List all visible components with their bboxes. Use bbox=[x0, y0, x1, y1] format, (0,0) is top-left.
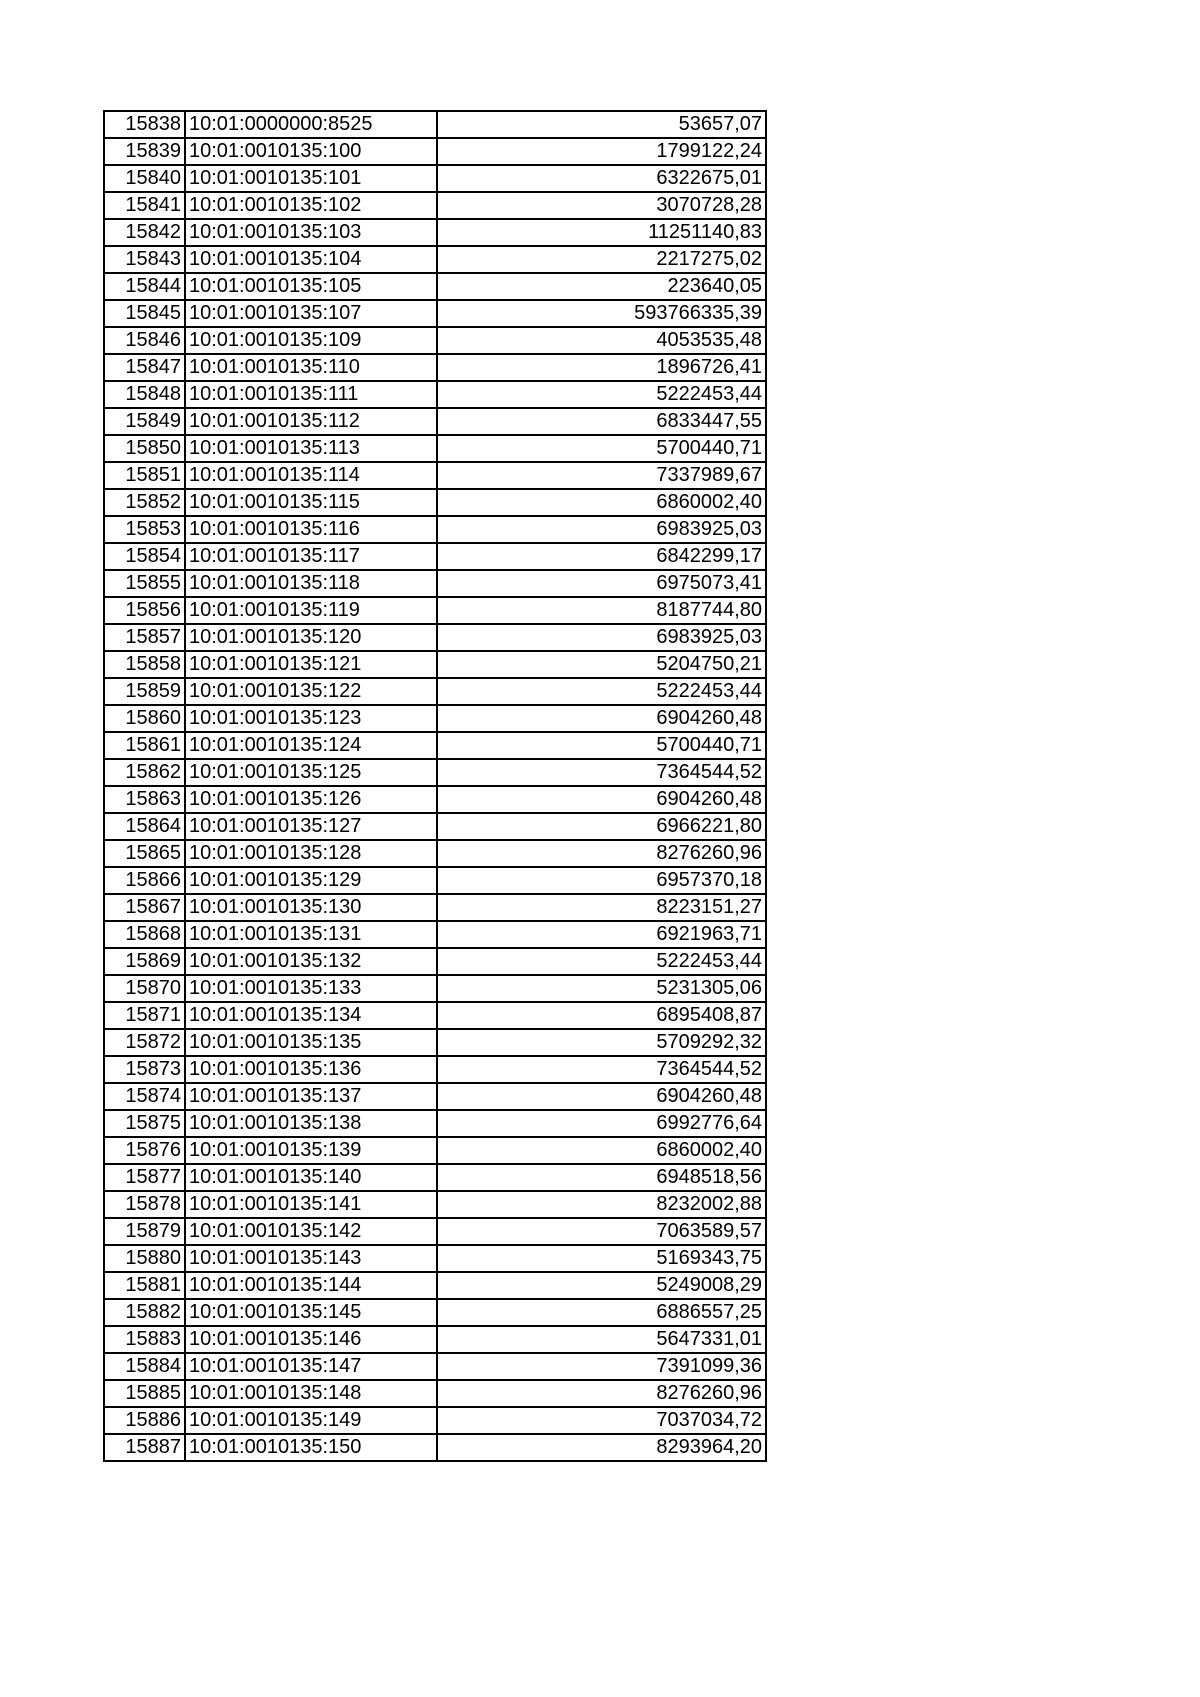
cadastral-value-cell: 5222453,44 bbox=[437, 381, 766, 408]
cadastral-number-cell: 10:01:0010135:123 bbox=[185, 705, 437, 732]
table-row bbox=[104, 192, 766, 219]
cadastral-value-cell: 6983925,03 bbox=[437, 516, 766, 543]
row-number-cell: 15840 bbox=[104, 165, 185, 192]
cadastral-value-cell: 4053535,48 bbox=[437, 327, 766, 354]
row-number-cell: 15842 bbox=[104, 219, 185, 246]
cadastral-value-cell: 593766335,39 bbox=[437, 300, 766, 327]
row-number-cell: 15871 bbox=[104, 1002, 185, 1029]
cadastral-number-cell: 10:01:0010135:126 bbox=[185, 786, 437, 813]
cadastral-number-cell: 10:01:0010135:148 bbox=[185, 1380, 437, 1407]
table-row bbox=[104, 1056, 766, 1083]
row-number-cell: 15860 bbox=[104, 705, 185, 732]
row-number-cell: 15885 bbox=[104, 1380, 185, 1407]
table-row bbox=[104, 624, 766, 651]
table-row bbox=[104, 1002, 766, 1029]
cadastral-value-cell: 5204750,21 bbox=[437, 651, 766, 678]
table-row bbox=[104, 678, 766, 705]
table-row bbox=[104, 597, 766, 624]
cadastral-number-cell: 10:01:0010135:140 bbox=[185, 1164, 437, 1191]
row-number-cell: 15876 bbox=[104, 1137, 185, 1164]
row-number-cell: 15886 bbox=[104, 1407, 185, 1434]
cadastral-number-cell: 10:01:0010135:101 bbox=[185, 165, 437, 192]
cadastral-number-cell: 10:01:0010135:105 bbox=[185, 273, 437, 300]
cadastral-number-cell: 10:01:0010135:139 bbox=[185, 1137, 437, 1164]
cadastral-number-cell: 10:01:0010135:132 bbox=[185, 948, 437, 975]
table-row bbox=[104, 1110, 766, 1137]
row-number-cell: 15875 bbox=[104, 1110, 185, 1137]
table-row bbox=[104, 462, 766, 489]
cadastral-number-cell: 10:01:0010135:118 bbox=[185, 570, 437, 597]
cadastral-number-cell: 10:01:0010135:138 bbox=[185, 1110, 437, 1137]
row-number-cell: 15848 bbox=[104, 381, 185, 408]
cadastral-number-cell: 10:01:0010135:143 bbox=[185, 1245, 437, 1272]
cadastral-number-cell: 10:01:0010135:119 bbox=[185, 597, 437, 624]
table-row bbox=[104, 219, 766, 246]
row-number-cell: 15863 bbox=[104, 786, 185, 813]
cadastral-number-cell: 10:01:0010135:125 bbox=[185, 759, 437, 786]
cadastral-number-cell: 10:01:0010135:104 bbox=[185, 246, 437, 273]
row-number-cell: 15859 bbox=[104, 678, 185, 705]
cadastral-number-cell: 10:01:0010135:127 bbox=[185, 813, 437, 840]
cadastral-value-cell: 6904260,48 bbox=[437, 1083, 766, 1110]
table-row bbox=[104, 165, 766, 192]
table-row bbox=[104, 1299, 766, 1326]
cadastral-value-cell: 6957370,18 bbox=[437, 867, 766, 894]
cadastral-value-cell: 5700440,71 bbox=[437, 435, 766, 462]
cadastral-number-cell: 10:01:0010135:117 bbox=[185, 543, 437, 570]
table-row bbox=[104, 516, 766, 543]
cadastral-number-cell: 10:01:0010135:129 bbox=[185, 867, 437, 894]
cadastral-value-cell: 6992776,64 bbox=[437, 1110, 766, 1137]
row-number-cell: 15878 bbox=[104, 1191, 185, 1218]
row-number-cell: 15847 bbox=[104, 354, 185, 381]
row-number-cell: 15868 bbox=[104, 921, 185, 948]
cadastral-number-cell: 10:01:0010135:116 bbox=[185, 516, 437, 543]
row-number-cell: 15858 bbox=[104, 651, 185, 678]
cadastral-number-cell: 10:01:0010135:150 bbox=[185, 1434, 437, 1461]
row-number-cell: 15846 bbox=[104, 327, 185, 354]
table-row bbox=[104, 948, 766, 975]
cadastral-value-cell: 8276260,96 bbox=[437, 840, 766, 867]
row-number-cell: 15843 bbox=[104, 246, 185, 273]
cadastral-value-cell: 6322675,01 bbox=[437, 165, 766, 192]
table-row bbox=[104, 300, 766, 327]
table-row bbox=[104, 651, 766, 678]
table-row bbox=[104, 1191, 766, 1218]
table-row bbox=[104, 408, 766, 435]
table-row bbox=[104, 435, 766, 462]
cadastral-number-cell: 10:01:0010135:134 bbox=[185, 1002, 437, 1029]
row-number-cell: 15870 bbox=[104, 975, 185, 1002]
cadastral-value-cell: 5222453,44 bbox=[437, 678, 766, 705]
cadastral-number-cell: 10:01:0010135:109 bbox=[185, 327, 437, 354]
cadastral-value-cell: 5231305,06 bbox=[437, 975, 766, 1002]
cadastral-value-cell: 6948518,56 bbox=[437, 1164, 766, 1191]
cadastral-number-cell: 10:01:0010135:100 bbox=[185, 138, 437, 165]
cadastral-number-cell: 10:01:0010135:124 bbox=[185, 732, 437, 759]
row-number-cell: 15880 bbox=[104, 1245, 185, 1272]
row-number-cell: 15882 bbox=[104, 1299, 185, 1326]
table-row bbox=[104, 1245, 766, 1272]
cadastral-number-cell: 10:01:0010135:130 bbox=[185, 894, 437, 921]
row-number-cell: 15862 bbox=[104, 759, 185, 786]
row-number-cell: 15866 bbox=[104, 867, 185, 894]
cadastral-number-cell: 10:01:0010135:113 bbox=[185, 435, 437, 462]
row-number-cell: 15838 bbox=[104, 111, 185, 138]
cadastral-value-cell: 6833447,55 bbox=[437, 408, 766, 435]
table-row bbox=[104, 1434, 766, 1461]
cadastral-value-cell: 8232002,88 bbox=[437, 1191, 766, 1218]
table-row bbox=[104, 273, 766, 300]
row-number-cell: 15867 bbox=[104, 894, 185, 921]
table-row bbox=[104, 138, 766, 165]
cadastral-number-cell: 10:01:0010135:111 bbox=[185, 381, 437, 408]
table-row bbox=[104, 813, 766, 840]
cadastral-value-cell: 5700440,71 bbox=[437, 732, 766, 759]
cadastral-value-cell: 2217275,02 bbox=[437, 246, 766, 273]
row-number-cell: 15877 bbox=[104, 1164, 185, 1191]
row-number-cell: 15873 bbox=[104, 1056, 185, 1083]
cadastral-number-cell: 10:01:0010135:144 bbox=[185, 1272, 437, 1299]
cadastral-value-cell: 7364544,52 bbox=[437, 1056, 766, 1083]
table-row bbox=[104, 1326, 766, 1353]
table-row bbox=[104, 1272, 766, 1299]
cadastral-value-cell: 6895408,87 bbox=[437, 1002, 766, 1029]
cadastral-value-cell: 7037034,72 bbox=[437, 1407, 766, 1434]
table-row bbox=[104, 381, 766, 408]
cadastral-value-cell: 6904260,48 bbox=[437, 786, 766, 813]
cadastral-number-cell: 10:01:0010135:110 bbox=[185, 354, 437, 381]
row-number-cell: 15857 bbox=[104, 624, 185, 651]
cadastral-number-cell: 10:01:0010135:103 bbox=[185, 219, 437, 246]
cadastral-number-cell: 10:01:0010135:114 bbox=[185, 462, 437, 489]
cadastral-value-cell: 7063589,57 bbox=[437, 1218, 766, 1245]
table-row bbox=[104, 111, 766, 138]
row-number-cell: 15884 bbox=[104, 1353, 185, 1380]
row-number-cell: 15845 bbox=[104, 300, 185, 327]
row-number-cell: 15887 bbox=[104, 1434, 185, 1461]
table-row bbox=[104, 543, 766, 570]
cadastral-value-cell: 1896726,41 bbox=[437, 354, 766, 381]
cadastral-value-cell: 6886557,25 bbox=[437, 1299, 766, 1326]
cadastral-value-cell: 8293964,20 bbox=[437, 1434, 766, 1461]
row-number-cell: 15856 bbox=[104, 597, 185, 624]
table-row bbox=[104, 1164, 766, 1191]
cadastral-value-cell: 53657,07 bbox=[437, 111, 766, 138]
cadastral-value-cell: 7337989,67 bbox=[437, 462, 766, 489]
row-number-cell: 15864 bbox=[104, 813, 185, 840]
table-row bbox=[104, 1137, 766, 1164]
cadastral-value-cell: 11251140,83 bbox=[437, 219, 766, 246]
cadastral-number-cell: 10:01:0010135:137 bbox=[185, 1083, 437, 1110]
cadastral-value-cell: 223640,05 bbox=[437, 273, 766, 300]
cadastral-number-cell: 10:01:0010135:112 bbox=[185, 408, 437, 435]
cadastral-value-cell: 5709292,32 bbox=[437, 1029, 766, 1056]
cadastral-value-cell: 5647331,01 bbox=[437, 1326, 766, 1353]
row-number-cell: 15879 bbox=[104, 1218, 185, 1245]
row-number-cell: 15883 bbox=[104, 1326, 185, 1353]
cadastral-number-cell: 10:01:0010135:128 bbox=[185, 840, 437, 867]
table-row bbox=[104, 732, 766, 759]
table-row bbox=[104, 705, 766, 732]
row-number-cell: 15853 bbox=[104, 516, 185, 543]
cadastral-value-cell: 5222453,44 bbox=[437, 948, 766, 975]
cadastral-value-cell: 5169343,75 bbox=[437, 1245, 766, 1272]
cadastral-value-table bbox=[103, 110, 767, 1462]
cadastral-number-cell: 10:01:0010135:133 bbox=[185, 975, 437, 1002]
cadastral-value-cell: 6966221,80 bbox=[437, 813, 766, 840]
cadastral-number-cell: 10:01:0010135:120 bbox=[185, 624, 437, 651]
table-body bbox=[104, 111, 766, 1461]
table-row bbox=[104, 894, 766, 921]
table-row bbox=[104, 975, 766, 1002]
table-row bbox=[104, 246, 766, 273]
cadastral-number-cell: 10:01:0010135:149 bbox=[185, 1407, 437, 1434]
cadastral-number-cell: 10:01:0010135:115 bbox=[185, 489, 437, 516]
cadastral-value-cell: 7391099,36 bbox=[437, 1353, 766, 1380]
table-row bbox=[104, 867, 766, 894]
cadastral-value-cell: 8223151,27 bbox=[437, 894, 766, 921]
cadastral-number-cell: 10:01:0010135:136 bbox=[185, 1056, 437, 1083]
cadastral-value-cell: 1799122,24 bbox=[437, 138, 766, 165]
row-number-cell: 15844 bbox=[104, 273, 185, 300]
cadastral-value-cell: 7364544,52 bbox=[437, 759, 766, 786]
cadastral-value-cell: 6975073,41 bbox=[437, 570, 766, 597]
row-number-cell: 15839 bbox=[104, 138, 185, 165]
cadastral-value-cell: 6860002,40 bbox=[437, 1137, 766, 1164]
cadastral-number-cell: 10:01:0010135:131 bbox=[185, 921, 437, 948]
row-number-cell: 15869 bbox=[104, 948, 185, 975]
cadastral-value-cell: 6983925,03 bbox=[437, 624, 766, 651]
row-number-cell: 15861 bbox=[104, 732, 185, 759]
row-number-cell: 15855 bbox=[104, 570, 185, 597]
cadastral-number-cell: 10:01:0010135:122 bbox=[185, 678, 437, 705]
cadastral-value-cell: 6860002,40 bbox=[437, 489, 766, 516]
row-number-cell: 15881 bbox=[104, 1272, 185, 1299]
cadastral-number-cell: 10:01:0010135:107 bbox=[185, 300, 437, 327]
cadastral-number-cell: 10:01:0010135:142 bbox=[185, 1218, 437, 1245]
cadastral-number-cell: 10:01:0010135:147 bbox=[185, 1353, 437, 1380]
table-row bbox=[104, 327, 766, 354]
table-row bbox=[104, 786, 766, 813]
table-row bbox=[104, 921, 766, 948]
cadastral-value-cell: 8276260,96 bbox=[437, 1380, 766, 1407]
cadastral-value-cell: 8187744,80 bbox=[437, 597, 766, 624]
cadastral-value-cell: 3070728,28 bbox=[437, 192, 766, 219]
table-row bbox=[104, 1380, 766, 1407]
row-number-cell: 15849 bbox=[104, 408, 185, 435]
row-number-cell: 15865 bbox=[104, 840, 185, 867]
cadastral-number-cell: 10:01:0010135:146 bbox=[185, 1326, 437, 1353]
table-row bbox=[104, 1353, 766, 1380]
table-row bbox=[104, 759, 766, 786]
cadastral-number-cell: 10:01:0000000:8525 bbox=[185, 111, 437, 138]
row-number-cell: 15850 bbox=[104, 435, 185, 462]
cadastral-number-cell: 10:01:0010135:145 bbox=[185, 1299, 437, 1326]
table-row bbox=[104, 1029, 766, 1056]
row-number-cell: 15874 bbox=[104, 1083, 185, 1110]
table-row bbox=[104, 570, 766, 597]
row-number-cell: 15841 bbox=[104, 192, 185, 219]
cadastral-number-cell: 10:01:0010135:141 bbox=[185, 1191, 437, 1218]
row-number-cell: 15852 bbox=[104, 489, 185, 516]
cadastral-number-cell: 10:01:0010135:102 bbox=[185, 192, 437, 219]
cadastral-value-cell: 6921963,71 bbox=[437, 921, 766, 948]
cadastral-value-cell: 6904260,48 bbox=[437, 705, 766, 732]
table-row bbox=[104, 354, 766, 381]
row-number-cell: 15854 bbox=[104, 543, 185, 570]
table-row bbox=[104, 1083, 766, 1110]
cadastral-number-cell: 10:01:0010135:135 bbox=[185, 1029, 437, 1056]
cadastral-number-cell: 10:01:0010135:121 bbox=[185, 651, 437, 678]
table-row bbox=[104, 840, 766, 867]
cadastral-value-cell: 5249008,29 bbox=[437, 1272, 766, 1299]
row-number-cell: 15851 bbox=[104, 462, 185, 489]
table-row bbox=[104, 1407, 766, 1434]
cadastral-value-cell: 6842299,17 bbox=[437, 543, 766, 570]
row-number-cell: 15872 bbox=[104, 1029, 185, 1056]
table-row bbox=[104, 489, 766, 516]
table-row bbox=[104, 1218, 766, 1245]
